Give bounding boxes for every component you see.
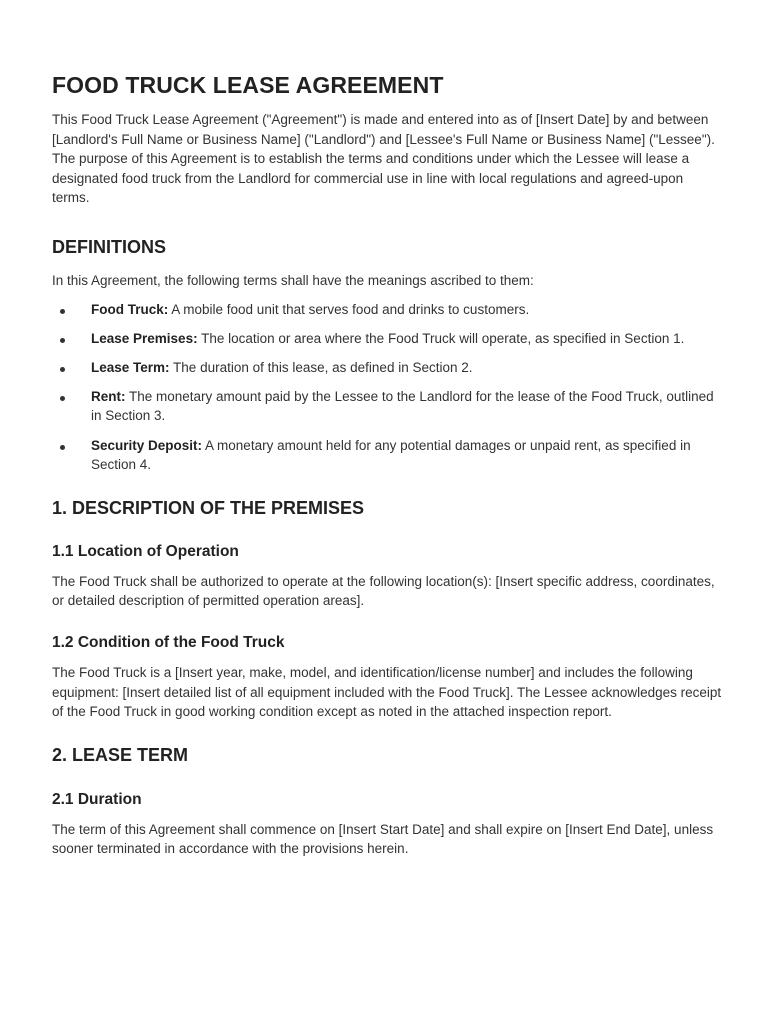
section-2-heading: 2. LEASE TERM xyxy=(52,744,189,765)
definition-text: The monetary amount paid by the Lessee to the Landlord for the lease of the Food Truck, outlined in Section 3. xyxy=(91,388,714,424)
definition-term: Security Deposit: xyxy=(91,437,203,453)
section-1-2-body: The Food Truck is a [Insert year, make, model, and identification/license number] and includes the following equipment: [Insert detailed list of all equipment included with the Food Truck]. The Lessee acknowledges receipt of the Food Truck in good working condition except as noted in the attached inspection report. xyxy=(52,664,722,720)
definition-item xyxy=(52,358,722,378)
section-1-1-body: The Food Truck shall be authorized to operate at the following location(s): [Insert specific address, coordinates, or detailed description of permitted operation areas]. xyxy=(52,573,715,609)
bullet-icon xyxy=(60,396,65,401)
definition-term: Food Truck: xyxy=(91,301,169,317)
bullet-icon xyxy=(60,367,65,372)
definition-term: Rent: xyxy=(91,388,126,404)
definition-text: The duration of this lease, as defined in Section 2. xyxy=(169,359,473,375)
definition-item xyxy=(52,436,722,475)
document-page xyxy=(52,70,722,859)
definitions-intro: In this Agreement, the following terms shall have the meanings ascribed to them: xyxy=(52,272,534,288)
definition-item xyxy=(52,329,722,349)
intro-paragraph: This Food Truck Lease Agreement ("Agreement") is made and entered into as of [Insert Date] by and between [Landlord's Full Name or Business Name] ("Landlord") and [Lessee's Full Name or Business Name] ("Lessee"). The purpose of this Agreement is to establish the terms and conditions under which the Lessee will lease a designated food truck from the Landlord for commercial use in line with local regulations and agreed-upon terms. xyxy=(52,112,715,206)
bullet-icon xyxy=(60,338,65,343)
definition-term: Lease Premises: xyxy=(91,330,198,346)
definition-item xyxy=(52,387,722,426)
section-1-1-heading: 1.1 Location of Operation xyxy=(52,542,239,560)
bullet-icon xyxy=(60,309,65,314)
definition-item xyxy=(52,300,722,320)
definition-text: The location or area where the Food Truck will operate, as specified in Section 1. xyxy=(197,330,685,346)
definition-text: A monetary amount held for any potential damages or unpaid rent, as specified in Section 4. xyxy=(91,437,691,473)
definition-text: A mobile food unit that serves food and drinks to customers. xyxy=(168,301,530,317)
section-2-1-body: The term of this Agreement shall commence on [Insert Start Date] and shall expire on [Insert End Date], unless sooner terminated in accordance with the provisions herein. xyxy=(52,821,714,857)
definition-term: Lease Term: xyxy=(91,359,170,375)
section-2-1-heading: 2.1 Duration xyxy=(52,790,142,808)
definitions-heading: DEFINITIONS xyxy=(52,236,167,257)
definitions-list xyxy=(52,300,722,475)
bullet-icon xyxy=(60,445,65,450)
section-1-heading: 1. DESCRIPTION OF THE PREMISES xyxy=(52,497,365,518)
document-title: FOOD TRUCK LEASE AGREEMENT xyxy=(52,72,444,98)
section-1-2-heading: 1.2 Condition of the Food Truck xyxy=(52,633,285,651)
